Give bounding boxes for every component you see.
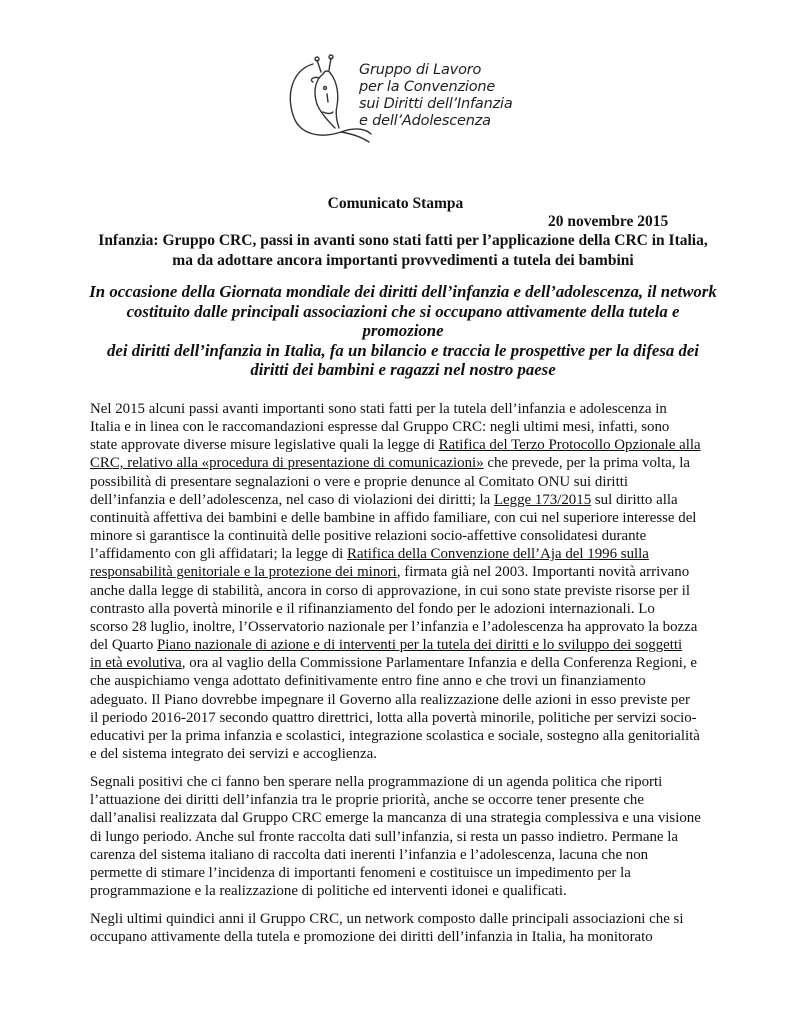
link-piano-nazionale-cont[interactable]: in età evolutiva: [90, 655, 182, 672]
text-run: dell’infanzia e dell’adolescenza, nel caso di violazioni dei diritti; la: [90, 491, 494, 508]
text-line: educativi per la prima infanzia e scolastici, integrazione scolastica e sociale, sostegno alla genitorialità: [90, 727, 700, 744]
link-legge-173-2015[interactable]: Legge 173/2015: [493, 491, 592, 508]
text-line: Negli ultimi quindici anni il Gruppo CRC, un network composto dalle principali associazioni che si: [90, 911, 684, 928]
paragraph-3: [90, 910, 712, 946]
link-convenzione-aja-cont[interactable]: responsabilità genitoriale e la protezione dei minori: [90, 564, 397, 581]
title-line: ma da adottare ancora importanti provvedimenti a tutela dei bambini: [172, 251, 634, 269]
text-line: permette di stimare l’incidenza di importanti fenomeni e costituisce un impedimento per la: [90, 864, 631, 881]
text-line: adeguato. Il Piano dovrebbe impegnare il Governo alla realizzazione delle azioni in esso previste per: [90, 691, 690, 708]
text-run: state approvate diverse misure legislative quali la legge di: [90, 437, 439, 454]
body-text: [90, 400, 712, 957]
title-line: Infanzia: Gruppo CRC, passi in avanti sono stati fatti per l’applicazione della CRC in Italia,: [98, 232, 708, 249]
text-run: che prevede, per la prima volta, la: [483, 455, 690, 472]
text-line: l’attuazione dei diritti dell’infanzia tra le proprie priorità, anche se occorre tener presente che: [90, 792, 644, 809]
lead-line: dei diritti dell’infanzia in Italia, fa un bilancio e traccia le prospettive per la difesa dei: [107, 340, 699, 360]
link-ratifica-protocollo[interactable]: Ratifica del Terzo Protocollo Opzionale alla: [438, 437, 701, 454]
text-run: sul diritto alla: [591, 491, 678, 508]
release-date: 20 novembre 2015: [548, 213, 669, 230]
link-ratifica-protocollo-cont[interactable]: CRC, relativo alla «procedura di presentazione di comunicazioni»: [90, 455, 484, 472]
paragraph-1: [90, 400, 712, 763]
lead-line: In occasione della Giornata mondiale dei diritti dell’infanzia e dell’adolescenza, il network: [89, 282, 717, 301]
link-piano-nazionale[interactable]: Piano nazionale di azione e di interventi per la tutela dei diritti e lo sviluppo dei soggetti: [157, 637, 683, 654]
text-line: di lungo periodo. Anche sul fronte raccolta dati sull’infanzia, si resta un passo indietro. Permane la: [90, 828, 679, 845]
text-line: [90, 636, 712, 654]
lead-paragraph: [88, 282, 718, 380]
link-convenzione-aja[interactable]: Ratifica della Convenzione dell’Aja del 1996 sulla: [347, 546, 649, 563]
text-line: il periodo 2016-2017 secondo quattro direttrici, lotta alla povertà minorile, politiche per servizi socio-: [90, 709, 697, 726]
text-line: [90, 654, 712, 672]
organization-logo: [283, 50, 528, 146]
logo-line: Gruppo di Lavoro: [359, 62, 482, 78]
text-line: carenza del sistema italiano di raccolta dati inerenti l’infanzia e l’adolescenza, lacuna che non: [90, 846, 649, 863]
text-run: , ora al vaglio della Commissione Parlamentare Infanzia e della Conferenza Regioni, e: [181, 655, 697, 672]
logo-line: e dell’Adolescenza: [359, 113, 491, 129]
logo-line: sui Diritti dell’Infanzia: [359, 96, 513, 112]
text-run: l’affidamento con gli affidatari; la legge di: [90, 546, 348, 563]
logo-line: per la Convenzione: [359, 79, 496, 95]
text-line: minore si garantisce la continuità delle positive relazioni socio-affettive consolidatesi durante: [90, 528, 647, 545]
text-line: Nel 2015 alcuni passi avanti importanti sono stati fatti per la tutela dell’infanzia e adolescenza in: [90, 401, 667, 417]
text-line: [90, 454, 712, 472]
text-line: anche dalla legge di stabilità, ancora in corso di approvazione, in cui sono state previste risorse per il: [90, 582, 690, 599]
text-run: del Quarto: [90, 637, 157, 654]
logo-wordmark: [359, 62, 534, 130]
paragraph-2: [90, 773, 712, 900]
text-line: [90, 436, 712, 454]
text-run: , firmata già nel 2003. Importanti novità arrivano: [396, 564, 690, 581]
text-line: scorso 28 luglio, inoltre, l’Osservatorio nazionale per l’infanzia e l’adolescenza ha approvato la bozza: [90, 618, 698, 635]
press-release-title: [88, 231, 718, 270]
text-line: e del sistema integrato dei servizi e accoglienza.: [90, 745, 377, 762]
text-line: [90, 491, 712, 509]
document-type-heading: Comunicato Stampa: [327, 195, 464, 212]
lead-line: diritti dei bambini e ragazzi nel nostro paese: [250, 360, 556, 379]
text-line: programmazione e la realizzazione di politiche ed interventi idonei e qualificati.: [90, 883, 567, 900]
text-line: occupano attivamente della tutela e promozione dei diritti dell’infanzia in Italia, ha monitorato: [90, 929, 653, 946]
text-line: continuità affettiva dei bambini e delle bambine in affido familiare, con cui nel superiore interesse del: [90, 509, 697, 526]
lead-line: costituito dalle principali associazioni che si occupano attivamente della tutela e promozione: [126, 301, 680, 340]
text-line: possibilità di presentare segnalazioni o vere e proprie denunce al Comitato ONU sui diritti: [90, 473, 628, 490]
text-line: che auspichiamo venga adottato definitivamente entro fine anno e che trovi un finanziamento: [90, 673, 646, 690]
text-line: Segnali positivi che ci fanno ben sperare nella programmazione di un agenda politica che riporti: [90, 774, 663, 791]
text-line: [90, 545, 712, 563]
text-line: contrasto alla povertà minorile e il rifinanziamento del fondo per le adozioni internazionali. Lo: [90, 600, 655, 617]
text-line: dall’analisi realizzata dal Gruppo CRC emerge la mancanza di una strategia complessiva e una visione: [90, 810, 701, 827]
text-line: Italia e in linea con le raccomandazioni espresse dal Gruppo CRC: negli ultimi mesi, infatti, sono: [90, 419, 670, 436]
text-line: [90, 563, 712, 581]
